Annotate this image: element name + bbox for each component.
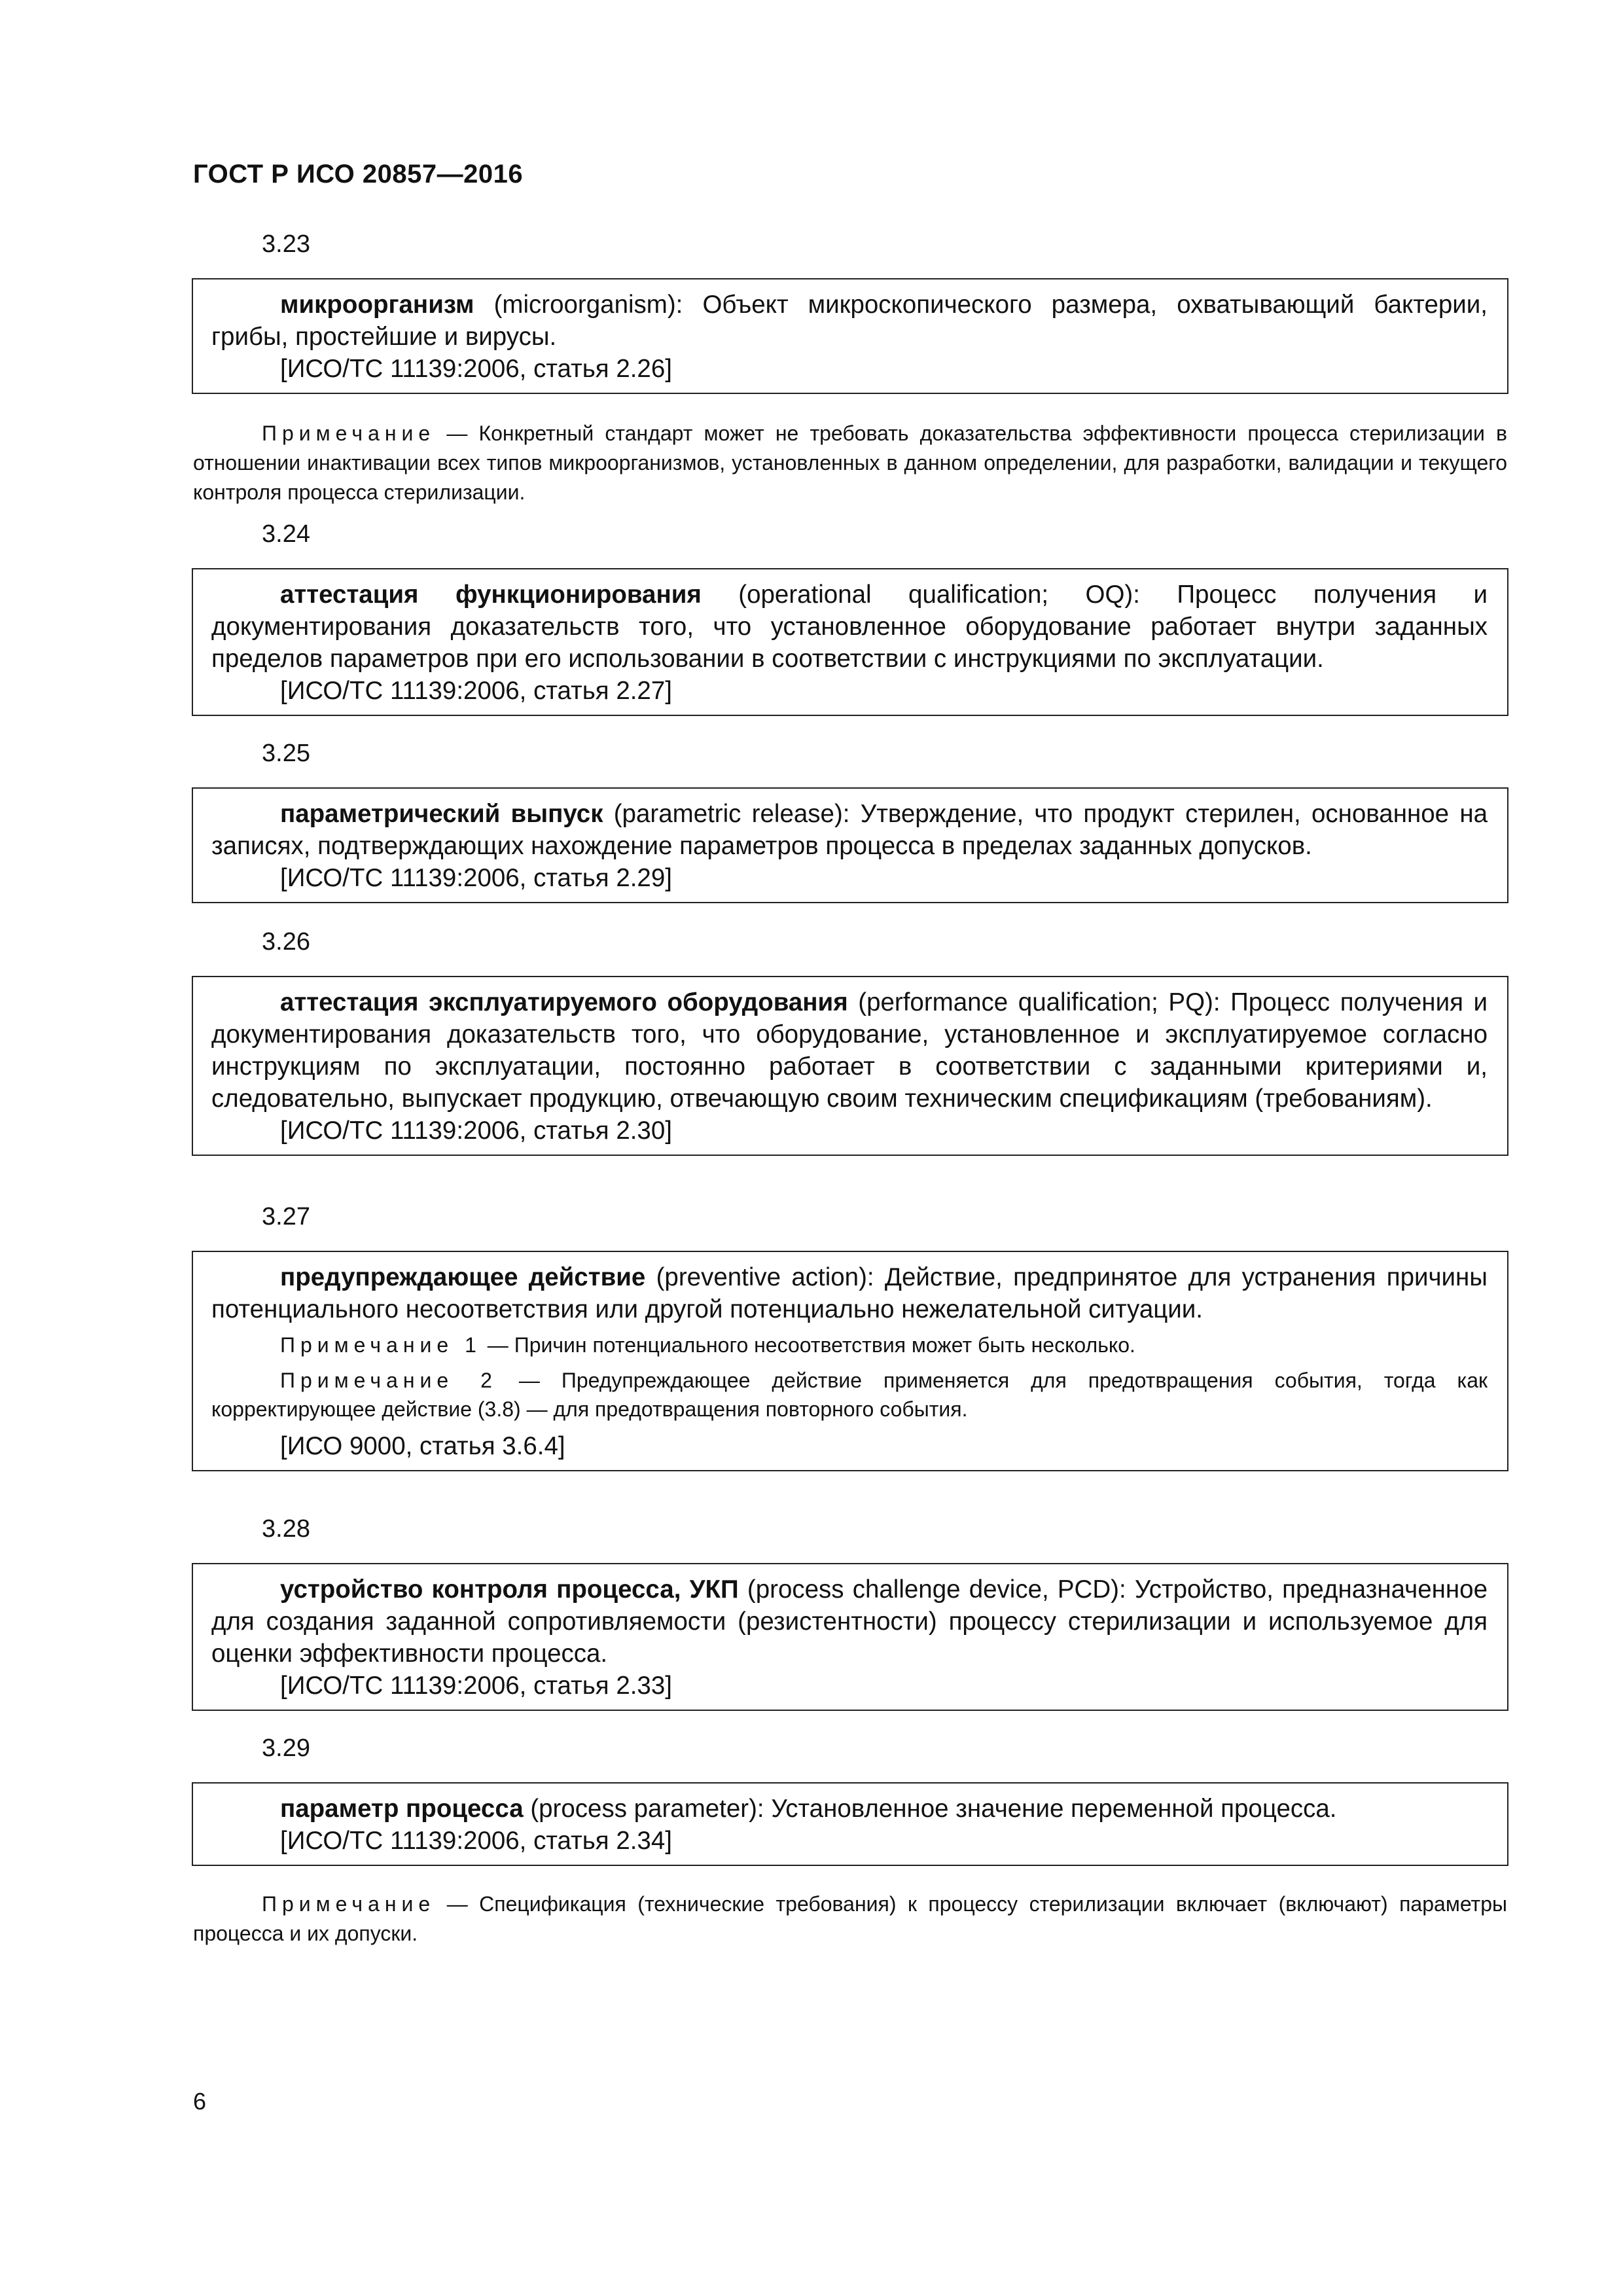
definition-text bbox=[211, 579, 1488, 675]
definition-text bbox=[211, 1793, 1488, 1825]
entry-number: 3.29 bbox=[262, 1734, 310, 1762]
box-note-2 bbox=[211, 1366, 1488, 1424]
entry-number: 3.24 bbox=[262, 520, 310, 548]
definition: Утверждение, что продукт стерилен, основанное на записях, подтверждающих нахождение параметров процесса в пределах заданных допусков. bbox=[211, 800, 1488, 860]
note-label: Примечание bbox=[262, 1892, 436, 1916]
definition-box bbox=[192, 278, 1508, 394]
definition: Процесс получения и документирования доказательств того, что установленное оборудование работает внутри заданных пределов параметров при его использовании в соответствии с инструкциями по эксплуатации. bbox=[211, 581, 1488, 673]
definition-text bbox=[211, 986, 1488, 1115]
note-label: Примечание 2 bbox=[280, 1369, 497, 1392]
note-label: Примечание 1 bbox=[280, 1333, 482, 1357]
definition: Процесс получения и документирования доказательств того, что оборудование, установленное и эксплуатируемое согласно инструкциям по эксплуатации, постоянно работает в соответствии с заданными критериями и, следовательно, выпускает продукцию, отвечающую своим техническим спецификациям (требованиям). bbox=[211, 988, 1488, 1113]
term-english: (parametric release): bbox=[603, 800, 861, 828]
term-english: (operational qualification; OQ): bbox=[701, 581, 1177, 609]
term-english: (performance qualification; PQ): bbox=[847, 988, 1231, 1016]
definition-box bbox=[192, 976, 1508, 1156]
term-english: (process challenge device, PCD): bbox=[738, 1575, 1135, 1604]
definition: Установленное значение переменной процесса. bbox=[771, 1795, 1337, 1823]
note bbox=[193, 1890, 1507, 1948]
term: параметрический выпуск bbox=[280, 800, 603, 828]
term: аттестация эксплуатируемого оборудования bbox=[280, 988, 848, 1016]
source-reference: [ИСО 9000, статья 3.6.4] bbox=[280, 1432, 565, 1460]
note-text: — Причин потенциального несоответствия может быть несколько. bbox=[481, 1333, 1135, 1357]
entry-number: 3.27 bbox=[262, 1203, 310, 1230]
term: устройство контроля процесса, УКП bbox=[280, 1575, 739, 1604]
source-reference: [ИСО/ТС 11139:2006, статья 2.30] bbox=[280, 1117, 672, 1145]
definition: Действие, предпринятое для устранения причины потенциального несоответствия или другой потенциально нежелательной ситуации. bbox=[211, 1263, 1488, 1323]
source-reference: [ИСО/ТС 11139:2006, статья 2.29] bbox=[280, 864, 672, 892]
entry-number: 3.23 bbox=[262, 230, 310, 258]
definition-text bbox=[211, 1261, 1488, 1325]
term: параметр процесса bbox=[280, 1795, 524, 1823]
note-text: — Спецификация (технические требования) к процессу стерилизации включает (включают) параметры процесса и их допуски. bbox=[193, 1892, 1507, 1945]
source-reference: [ИСО/ТС 11139:2006, статья 2.33] bbox=[280, 1672, 672, 1700]
term-english: (process parameter): bbox=[523, 1795, 772, 1823]
source-reference: [ИСО/ТС 11139:2006, статья 2.34] bbox=[280, 1827, 672, 1855]
definition: Объект микроскопического размера, охватывающий бактерии, грибы, простейшие и вирусы. bbox=[211, 291, 1488, 351]
document-header: ГОСТ Р ИСО 20857—2016 bbox=[193, 160, 524, 188]
box-note-1 bbox=[211, 1331, 1488, 1359]
definition-box bbox=[192, 568, 1508, 716]
source-reference: [ИСО/ТС 11139:2006, статья 2.26] bbox=[280, 355, 672, 383]
definition-box bbox=[192, 1563, 1508, 1711]
term: аттестация функционирования bbox=[280, 581, 702, 609]
definition-text bbox=[211, 1573, 1488, 1670]
page-number: 6 bbox=[193, 2088, 207, 2115]
source-reference: [ИСО/ТС 11139:2006, статья 2.27] bbox=[280, 677, 672, 705]
definition-text bbox=[211, 289, 1488, 353]
term: микроорганизм bbox=[280, 291, 474, 319]
term: предупреждающее действие bbox=[280, 1263, 646, 1291]
definition: Устройство, предназначенное для создания заданной сопротивляемости (резистентности) процессу стерилизации и используемое для оценки эффективности процесса. bbox=[211, 1575, 1488, 1668]
entry-number: 3.25 bbox=[262, 740, 310, 767]
note-label: Примечание bbox=[262, 422, 436, 445]
entry-number: 3.28 bbox=[262, 1515, 310, 1543]
definition-box bbox=[192, 1251, 1508, 1471]
term-english: (preventive action): bbox=[645, 1263, 885, 1291]
definition-box bbox=[192, 1782, 1508, 1866]
definition-text bbox=[211, 798, 1488, 862]
entry-number: 3.26 bbox=[262, 928, 310, 956]
term-english: (microorganism): bbox=[474, 291, 703, 319]
note bbox=[193, 419, 1507, 507]
definition-box bbox=[192, 787, 1508, 903]
note-text: — Предупреждающее действие применяется для предотвращения события, тогда как корректирующее действие (3.8) — для предотвращения повторного события. bbox=[211, 1369, 1488, 1421]
note-text: — Конкретный стандарт может не требовать доказательства эффективности процесса стерилизации в отношении инактивации всех типов микроорганизмов, установленных в данном определении, для разработки, валидации и текущего контроля процесса стерилизации. bbox=[193, 422, 1507, 504]
